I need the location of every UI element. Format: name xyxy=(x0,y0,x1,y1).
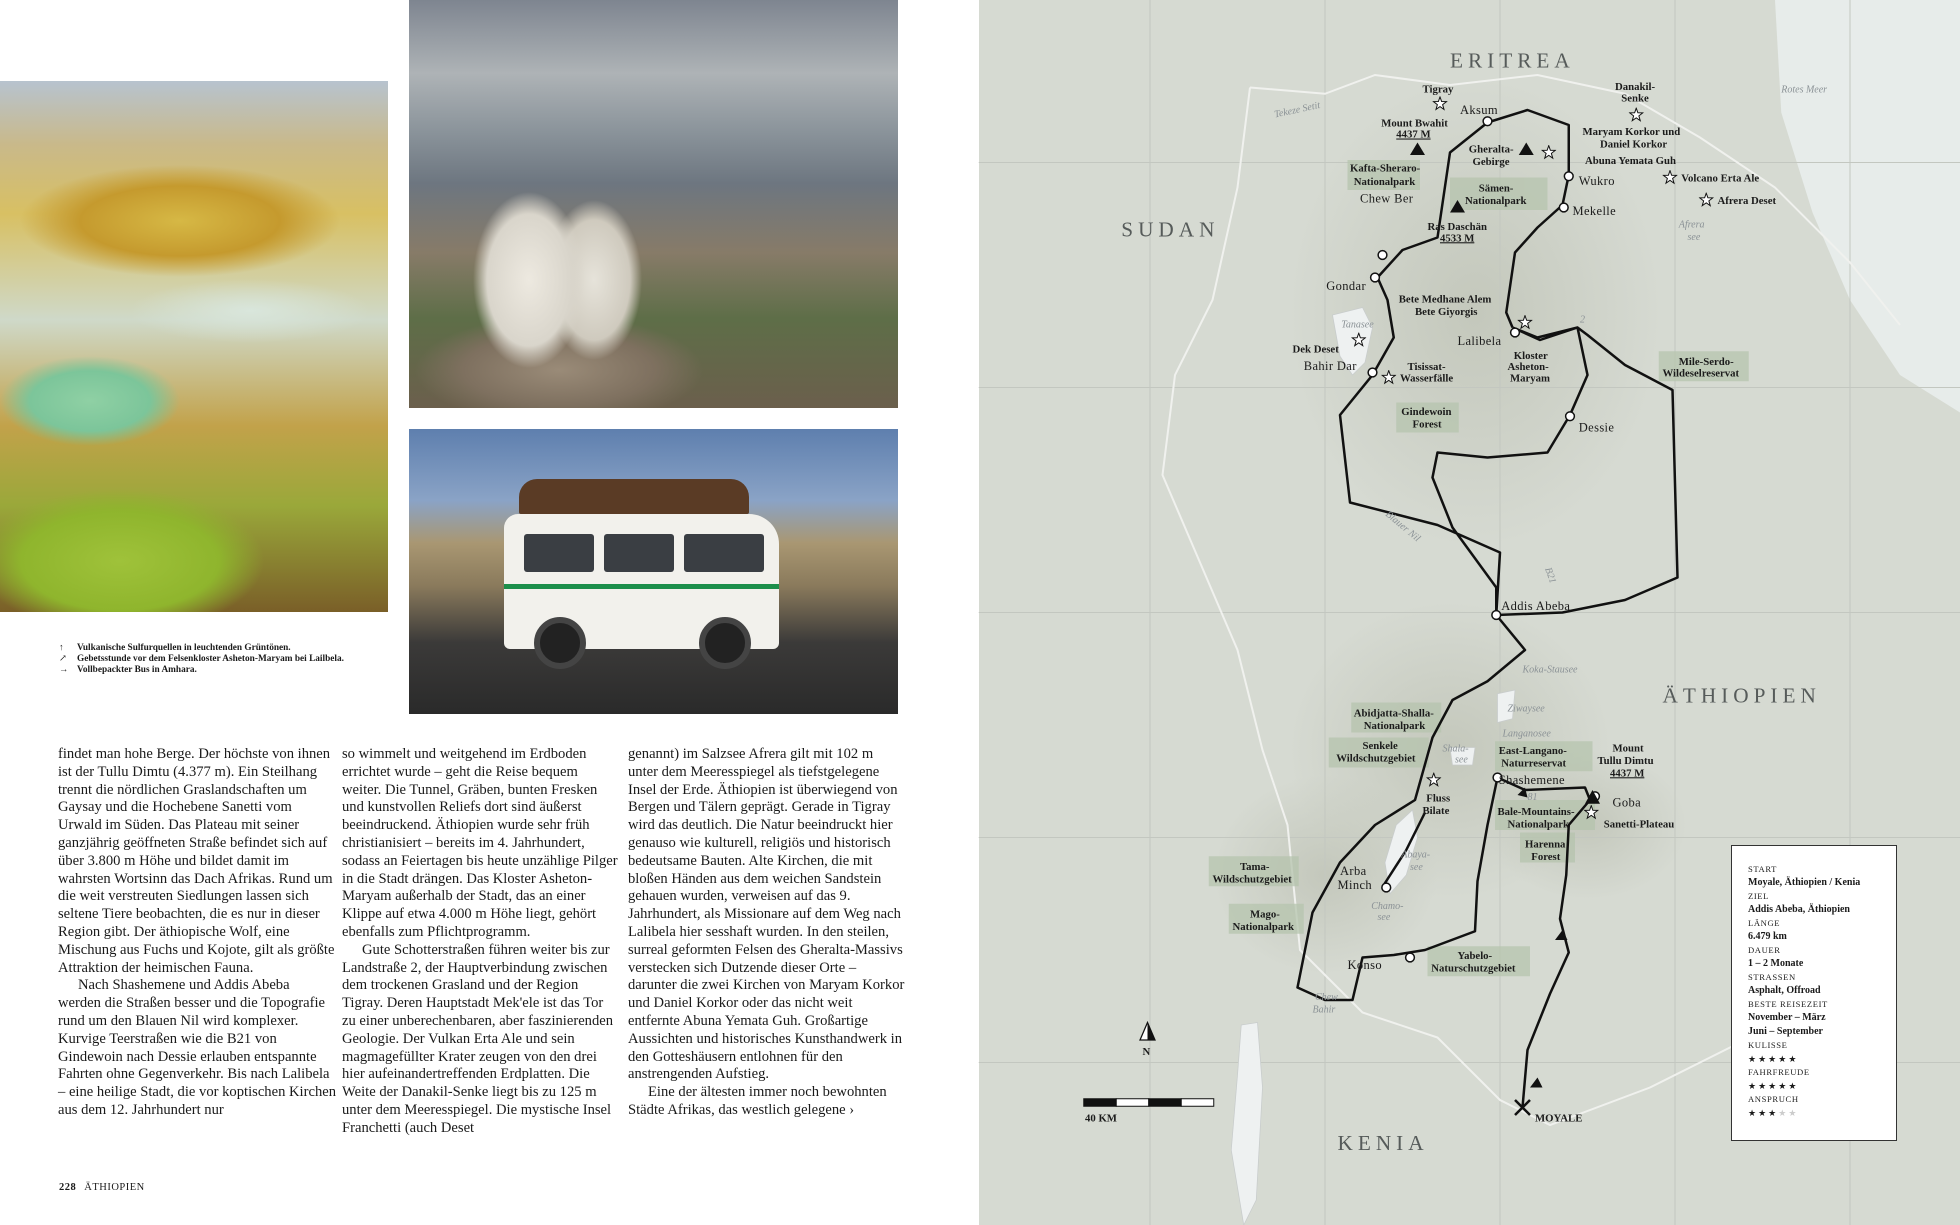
map-label: Senkele xyxy=(1362,739,1398,752)
map-label: Shashemene xyxy=(1498,772,1565,787)
info-length: 6.479 km xyxy=(1748,931,1787,942)
map-label: Tisissat- xyxy=(1407,361,1446,373)
caption-text: Gebetsstunde vor dem Felsenkloster Asheton-Maryam bei Lailbela. xyxy=(77,654,344,665)
map-label: Nationalpark xyxy=(1465,194,1527,207)
map-label: Arba xyxy=(1340,864,1367,878)
map-label: Mount xyxy=(1612,742,1644,755)
water-label: see xyxy=(1687,232,1701,244)
map-label: Dessie xyxy=(1578,420,1615,435)
map-label: Minch xyxy=(1337,877,1373,892)
water-label: Chamo- xyxy=(1371,900,1404,912)
map-label: Naturschutzgebiet xyxy=(1431,962,1516,975)
rating-stars-difficulty xyxy=(1748,1106,1896,1120)
red-sea xyxy=(1775,0,1960,413)
map-label: Bilate xyxy=(1422,804,1450,817)
map-label: Addis Abeba xyxy=(1501,599,1571,613)
star-filled-icon: ★ xyxy=(1768,1054,1779,1064)
water-label: Abaya- xyxy=(1401,849,1431,861)
water-label: Langanosee xyxy=(1502,728,1551,740)
map-label: Konso xyxy=(1347,957,1383,972)
map-label: Aksum xyxy=(1460,102,1498,117)
map-label: Kafta-Sheraro- xyxy=(1350,162,1421,175)
map-label: Gebirge xyxy=(1472,156,1510,169)
water-label: Tekeze Setit xyxy=(1273,99,1322,121)
map-label: Gheralta- xyxy=(1468,143,1514,156)
water-label: Afrera xyxy=(1678,219,1705,231)
map-label: East-Langano- xyxy=(1498,744,1567,757)
paragraph: Gute Schotterstraßen führen weiter bis zur Landstraße 2, der Hauptverbindung zwischen dem trockenen Grasland und der Region Tigray. Deren Hauptstadt Mek'ele ist das Tor zu einer unberechenbaren, aber faszinierenden Geologie. Der Vulkan Erta Ale und sein magmagefüllter Krater zeugen von den drei hier aufeinandertreffenden Erdplatten. Die Weite der Danakil-Senke liegt bis zu 125 m unter dem Meeresspiegel. Die mystische Insel Franchetti (auch Deset xyxy=(342,941,614,1136)
star-filled-icon: ★ xyxy=(1758,1054,1769,1064)
map-label: Danakil- xyxy=(1615,81,1656,93)
map-label: Chew Ber xyxy=(1360,191,1414,206)
star-filled-icon: ★ xyxy=(1778,1054,1789,1064)
map-label: Wildschutzgebiet xyxy=(1212,873,1292,886)
map-label: Volcano Erta Ale xyxy=(1681,172,1760,185)
map-label: 2 xyxy=(1580,314,1585,326)
map-label: Tama- xyxy=(1240,861,1270,873)
country-ethiopia: ÄTHIOPIEN xyxy=(1662,683,1821,708)
country-eritrea: ERITREA xyxy=(1450,48,1575,73)
star-filled-icon: ★ xyxy=(1768,1081,1779,1091)
map-label: Forest xyxy=(1531,851,1561,863)
map-label: Fluss xyxy=(1426,792,1451,805)
map-label: Forest xyxy=(1412,418,1442,431)
water-label: see xyxy=(1377,912,1391,923)
water-label: Shala- xyxy=(1442,743,1469,755)
info-label: ANSPRUCH xyxy=(1748,1094,1799,1104)
water-label: see xyxy=(1410,862,1423,873)
star-empty-icon: ★ xyxy=(1788,1108,1799,1118)
map-label: Wildeselreservat xyxy=(1662,367,1740,380)
water-label: Koka-Stausee xyxy=(1522,664,1578,676)
map-label: Kloster xyxy=(1513,349,1548,362)
caption-text: Vulkanische Sulfurquellen in leuchtenden Grüntönen. xyxy=(77,643,291,653)
map-label: Harenna xyxy=(1525,838,1566,851)
star-filled-icon: ★ xyxy=(1758,1081,1769,1091)
map-label: 81 xyxy=(1527,792,1538,803)
water-label: Ziwaysee xyxy=(1507,703,1545,715)
star-filled-icon: ★ xyxy=(1748,1081,1759,1091)
map-label: Nationalpark xyxy=(1507,818,1570,831)
water-label: Rotes Meer xyxy=(1781,84,1828,96)
paragraph: findet man hohe Berge. Der höchste von ihnen ist der Tullu Dimtu (4.377 m). Ein Steilhang trennt die nördlichen Graslandschaften um Gaysay und die Hochebene Sanetti vom Urwald im Süden. Das Plateau mit seiner ganzjährig geöffneten Straße befindet sich auf über 3.800 m Höhe und bildet damit im wahrsten Wortsinn das Dach Afrikas. Rund um die weit verstreuten Siedlungen lassen sich seltene Tiere beobachten, die es nur in dieser Region gibt. Der äthiopische Wolf, eine Mischung aus Fuchs und Kojote, gilt als größte Attraktion der heimischen Fauna. xyxy=(58,746,335,976)
paragraph: so wimmelt und weitgehend im Erdboden errichtet wurde – geht die Reise bequem weiter. Die Tunnel, Gräben, bunten Fresken und kunstvollen Reliefs dort sind äußerst beeindruckend. Äthiopien wurde sehr früh christianisiert – bereits im 4. Jahrhundert, sodass an Feiertagen bis heute unzählige Pilger in die Stadt drängen. Das Kloster Asheton-Maryam außerhalb der Stadt, das an einer Klippe auf etwa 4.000 m Höhe liegt, gehört ebenfalls zum Pflichtprogramm. xyxy=(342,746,618,940)
rating-stars-driving-fun xyxy=(1748,1079,1896,1093)
info-label: KULISSE xyxy=(1748,1040,1788,1050)
star-icon xyxy=(1630,108,1643,121)
star-filled-icon: ★ xyxy=(1748,1108,1759,1118)
map-label: 4437 M xyxy=(1396,128,1431,141)
water-label: Chew xyxy=(1315,992,1338,1003)
map-label: Wukro xyxy=(1578,174,1615,189)
map-label: B21 xyxy=(1542,566,1559,585)
star-filled-icon: ★ xyxy=(1758,1108,1769,1118)
route-info-box xyxy=(1731,845,1897,1141)
info-label: FAHRFREUDE xyxy=(1748,1067,1810,1077)
map-label: Nationalpark xyxy=(1353,176,1416,189)
map-label: Yabelo- xyxy=(1457,949,1493,962)
section-name: ÄTHIOPIEN xyxy=(84,1182,145,1193)
map-label: 4533 M xyxy=(1440,232,1475,245)
arrow-right-icon: → xyxy=(59,665,69,676)
page-number: 228 xyxy=(59,1182,77,1193)
map-label: Wildschutzgebiet xyxy=(1336,752,1416,765)
star-filled-icon: ★ xyxy=(1788,1054,1799,1064)
map-label: Bahir Dar xyxy=(1303,359,1357,373)
map-label: Tullu Dimtu xyxy=(1597,754,1654,767)
info-label: BESTE REISEZEIT xyxy=(1748,999,1828,1009)
info-season: November – März xyxy=(1748,1012,1826,1023)
map-label: Gindewoin xyxy=(1401,406,1452,418)
arrow-up-right-icon: ↗ xyxy=(59,654,67,665)
star-icon xyxy=(1700,193,1713,206)
paragraph: Eine der ältesten immer noch bewohnten Städte Afrikas, das westlich gelegene › xyxy=(628,1084,887,1118)
water-label: Blauer Nil xyxy=(1383,508,1423,545)
map-label: Sämen- xyxy=(1478,182,1514,195)
water-label: see xyxy=(1455,754,1468,766)
info-roads: Asphalt, Offroad xyxy=(1748,985,1821,996)
caption-text: Vollbepackter Bus in Amhara. xyxy=(77,665,197,676)
info-destination: Addis Abeba, Äthiopien xyxy=(1748,904,1850,915)
map-label: Afrera Deset xyxy=(1717,194,1777,207)
map-label: Daniel Korkor xyxy=(1600,138,1668,151)
info-label: DAUER xyxy=(1748,945,1781,955)
map-label: Asheton- xyxy=(1507,361,1549,373)
map-label: Bale-Mountains- xyxy=(1497,806,1575,818)
country-kenya: KENIA xyxy=(1337,1131,1429,1155)
map-label: N xyxy=(1142,1046,1151,1058)
water-label: Bahir xyxy=(1312,1004,1336,1016)
north-arrow-icon xyxy=(1140,1023,1155,1041)
map-label: Nationalpark xyxy=(1363,719,1426,732)
map-label: Naturreservat xyxy=(1501,757,1567,770)
scale-bar xyxy=(1084,1099,1214,1107)
map-label: Bete Giyorgis xyxy=(1415,306,1478,318)
info-season: Juni – September xyxy=(1748,1026,1823,1037)
star-filled-icon: ★ xyxy=(1768,1108,1779,1118)
map-label: Mekelle xyxy=(1572,204,1617,219)
info-label: LÄNGE xyxy=(1748,918,1781,928)
map-label: Tigray xyxy=(1422,83,1454,96)
map-label: MOYALE xyxy=(1535,1112,1583,1125)
arrow-up-icon: ↑ xyxy=(59,643,64,653)
map-label: Mago- xyxy=(1250,908,1280,921)
map-label: Maryam Korkor und xyxy=(1582,126,1681,138)
star-filled-icon: ★ xyxy=(1748,1054,1759,1064)
map-label: Senke xyxy=(1621,92,1649,105)
map-label: 4437 M xyxy=(1610,767,1645,780)
map-label: 40 KM xyxy=(1085,1112,1117,1125)
map-label: Mile-Serdo- xyxy=(1678,356,1734,368)
star-filled-icon: ★ xyxy=(1778,1081,1789,1091)
water-label: Tanasee xyxy=(1341,319,1374,331)
info-label: ZIEL xyxy=(1748,891,1770,901)
map-label: Ras Daschän xyxy=(1427,221,1487,234)
map-label: Sanetti-Plateau xyxy=(1603,818,1675,831)
map-label: Gondar xyxy=(1326,279,1366,293)
map-label: Mount Bwahit xyxy=(1381,117,1448,130)
info-duration: 1 – 2 Monate xyxy=(1748,958,1804,969)
map-label: Lalibela xyxy=(1457,334,1502,348)
paragraph: Nach Shashemene und Addis Abeba werden die Straßen besser und die Topografie rund um den Blauen Nil wird komplexer. Kurvige Teerstraßen wie die B21 von Gindewoin nach Dessie erlauben entspannte Fahrten ohne Gegenverkehr. Bis nach Lalibela – eine heilige Stadt, die vor koptischen Kirchen aus dem 12. Jahrhundert nur xyxy=(58,977,337,1118)
map-label: Goba xyxy=(1612,795,1642,810)
rating-stars-scenery xyxy=(1748,1052,1896,1066)
map-label: Dek Deset xyxy=(1292,343,1339,356)
map-label: Maryam xyxy=(1510,372,1550,385)
country-sudan: SUDAN xyxy=(1121,217,1220,242)
map-label: Abidjatta-Shalla- xyxy=(1353,707,1434,720)
map-label: Bete Medhane Alem xyxy=(1398,293,1492,306)
star-filled-icon: ★ xyxy=(1788,1081,1799,1091)
info-label: STRASSEN xyxy=(1748,972,1796,982)
info-label: START xyxy=(1748,864,1778,874)
info-start: Moyale, Äthiopien / Kenia xyxy=(1748,877,1861,888)
paragraph: genannt) im Salzsee Afrera gilt mit 102 m unter dem Meeresspiegel als tiefstgelegene Insel der Erde. Äthiopien ist überwiegend von Bergen und Tälern geprägt. Gerade in Tigray wird das deutlich. Die Natur beeindruckt hier genauso wie kulturell, religiös und historisch bedeutsame Bauten. Alte Kirchen, die mit bloßen Händen aus dem weichen Sandstein gehauen wurden, verweisen auf das 9. Jahrhundert, als Missionare auf dem Weg nach Lalibela hier sesshaft wurden. In den steilen, surreal geformten Felsen des Gheralta-Massivs verstecken sich Dutzende dieser Orte – darunter die zwei Kirchen von Maryam Korkor und Daniel Korkor oder das nicht weit entfernte Abuna Yemata Guh. Großartige Aussichten und historisches Kunsthandwerk in den Gotteshäusern entlohnen für den anstrengenden Aufstieg. xyxy=(628,746,905,1083)
star-empty-icon: ★ xyxy=(1778,1108,1789,1118)
map-label: Wasserfälle xyxy=(1400,372,1454,385)
map-label: Abuna Yemata Guh xyxy=(1585,154,1676,167)
map-label: Nationalpark xyxy=(1232,921,1295,933)
